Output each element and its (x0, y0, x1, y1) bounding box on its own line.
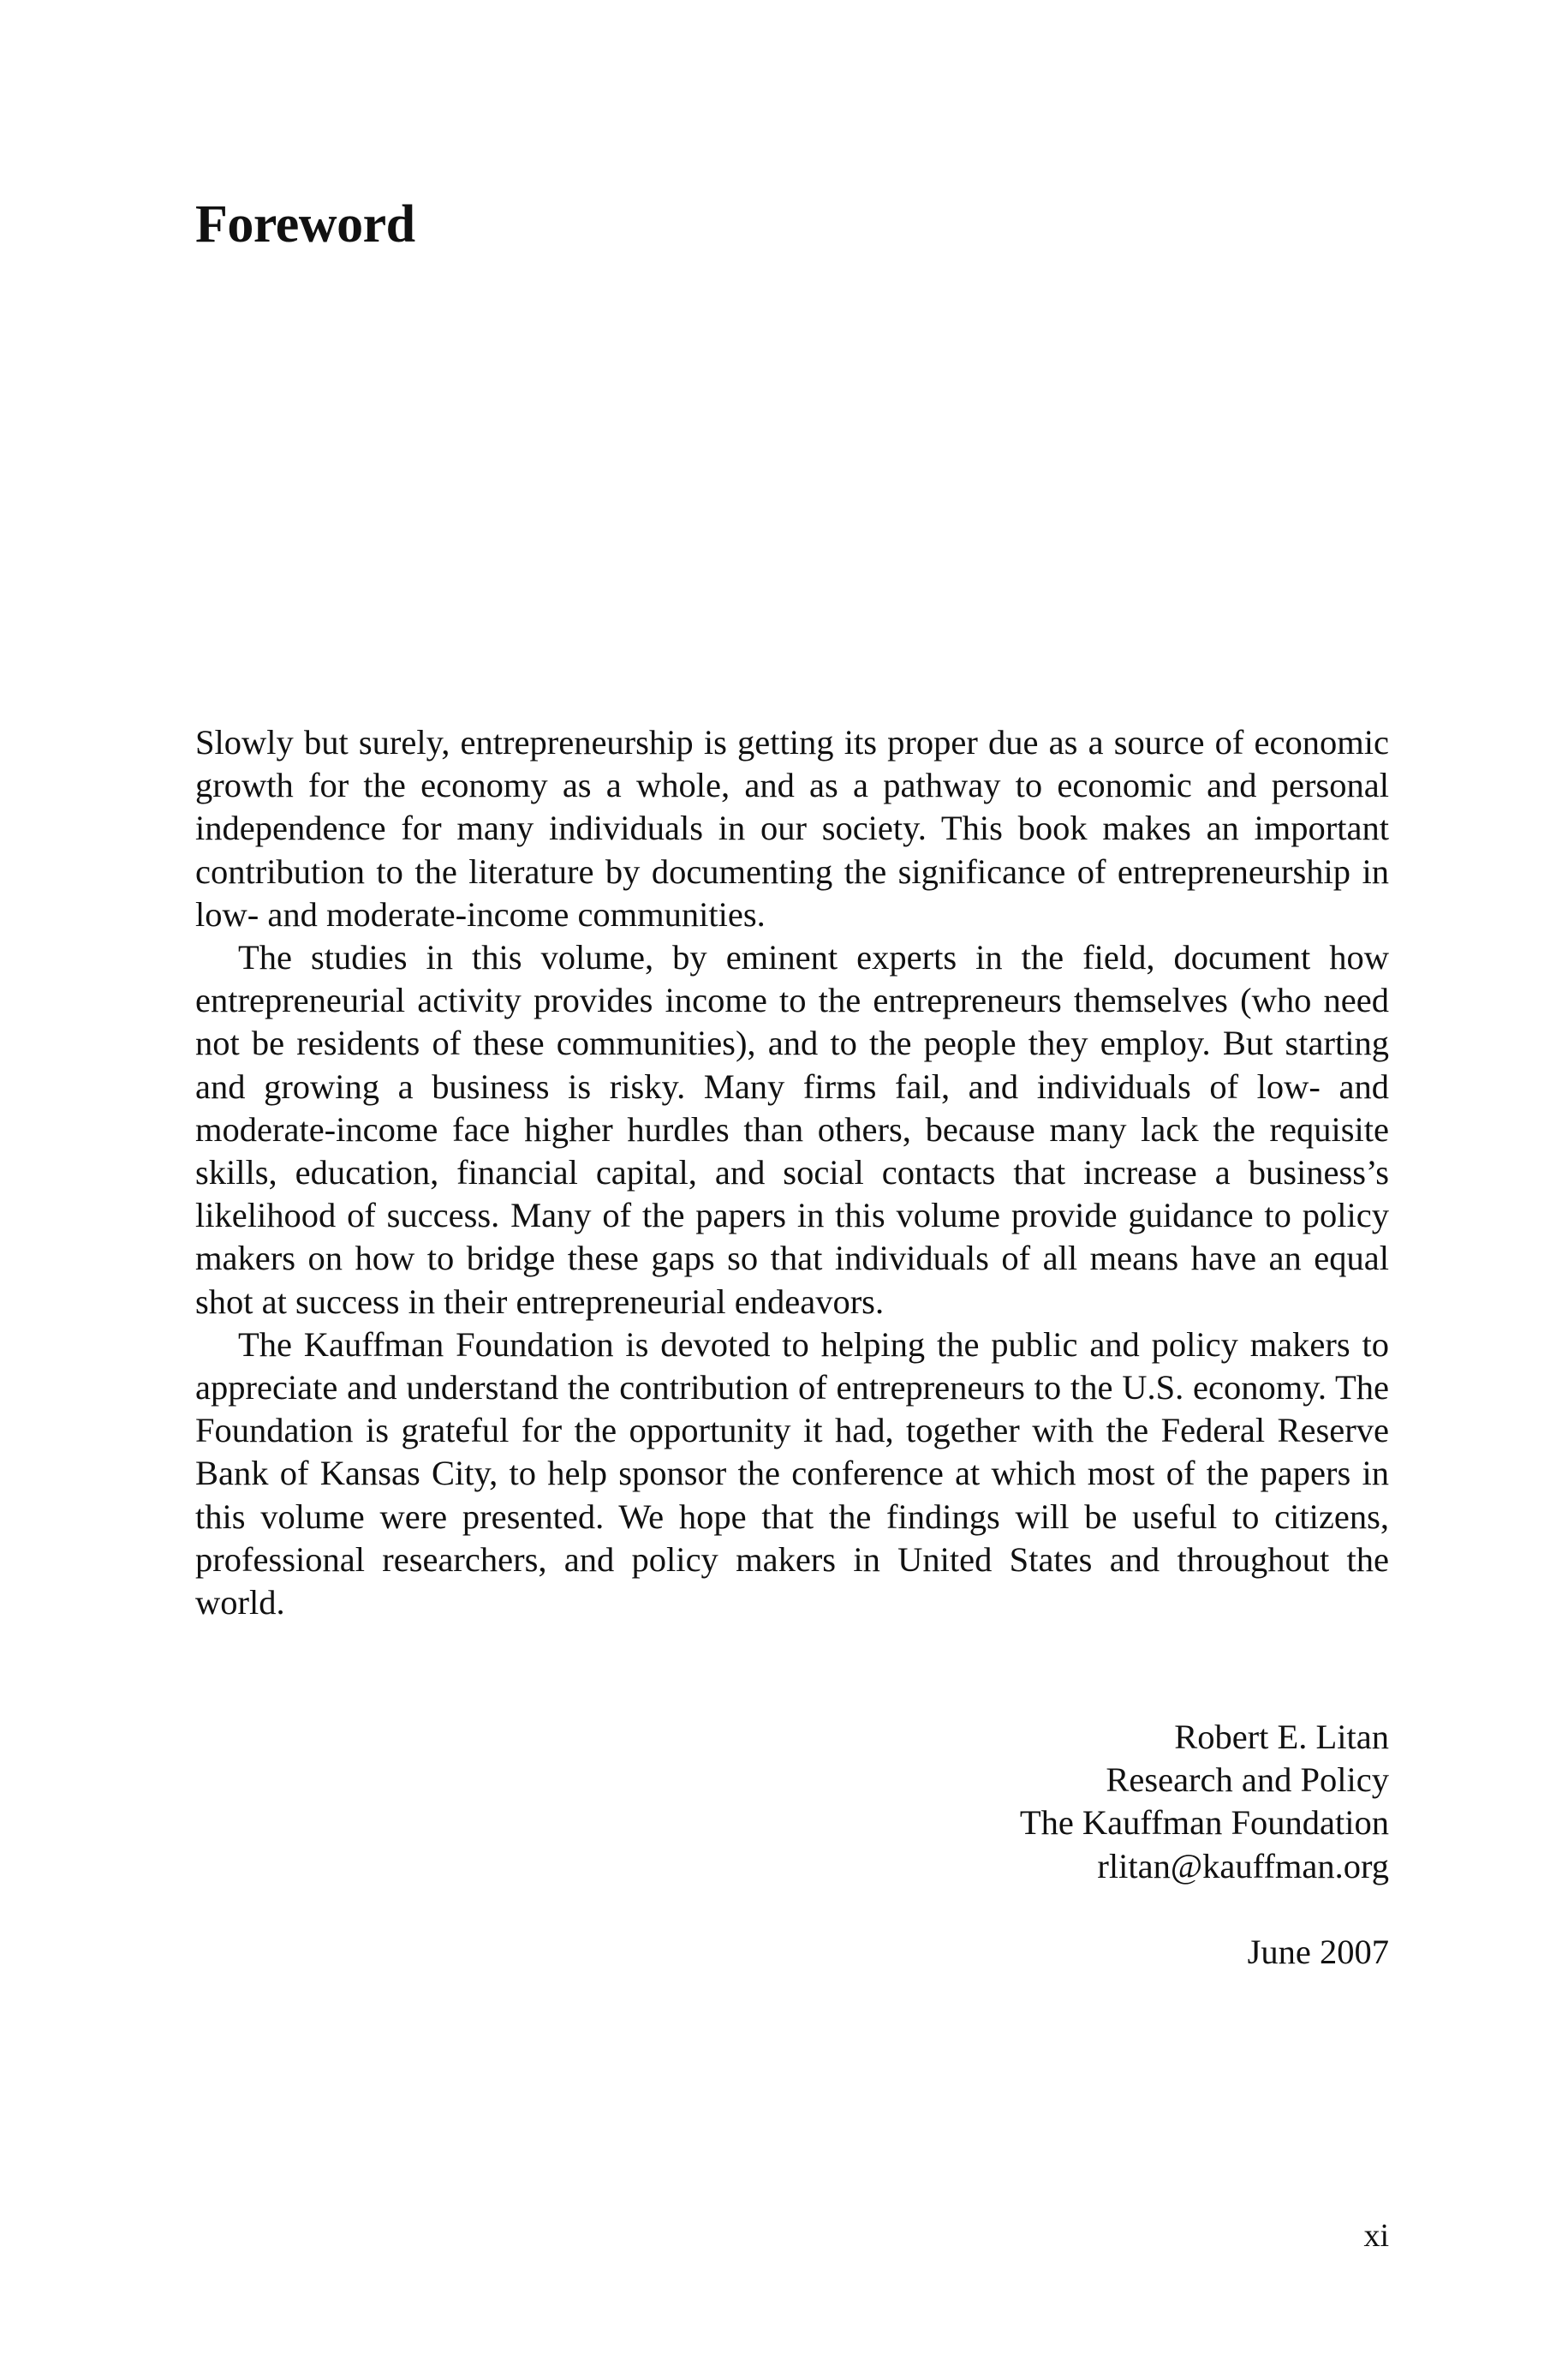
paragraph-1: Slowly but surely, entrepreneurship is getting its proper due as a source of economic growth for the economy as a whole, and as a pathway to economic and personal independence for many individuals in our society. This book makes an important contribution to the literature by documenting the significance of entrepreneurship in low- and moderate-income communities. (195, 723, 1389, 934)
paragraph-2: The studies in this volume, by eminent experts in the field, document how entrepreneurial activity provides income to the entrepreneurs themselves (who need not be residents of these communities), and to the people they employ. But starting and growing a business is risky. Many firms fail, and individuals of low- and moderate-income face higher hurdles than others, because many lack the requisite skills, education, financial capital, and social contacts that increase a business’s likelihood of success. Many of the papers in this volume provide guidance to policy makers on how to bridge these gaps so that individuals of all means have an equal shot at success in their entrepreneurial endeavors. (195, 938, 1389, 1321)
foreword-date: June 2007 (1247, 1933, 1389, 1971)
paragraph-3: The Kauffman Foundation is devoted to helping the public and policy makers to appreciate and understand the contribution of entrepreneurs to the U.S. economy. The Foundation is grateful for the opportunity it had, together with the Federal Reserve Bank of Kansas City, to help sponsor the conference at which most of the papers in this volume were presented. We hope that the findings will be useful to citizens, professional researchers, and policy makers in United States and throughout the world. (195, 1324, 1389, 1622)
foreword-body (195, 721, 1389, 1624)
signature-block (1020, 1716, 1389, 1888)
page-title: Foreword (195, 195, 415, 254)
author-role: Research and Policy (1106, 1760, 1389, 1800)
page-number: xi (1363, 2218, 1389, 2254)
author-organization: The Kauffman Foundation (1019, 1803, 1389, 1843)
author-name: Robert E. Litan (1174, 1718, 1389, 1756)
author-email: rlitan@kauffman.org (1097, 1846, 1389, 1885)
